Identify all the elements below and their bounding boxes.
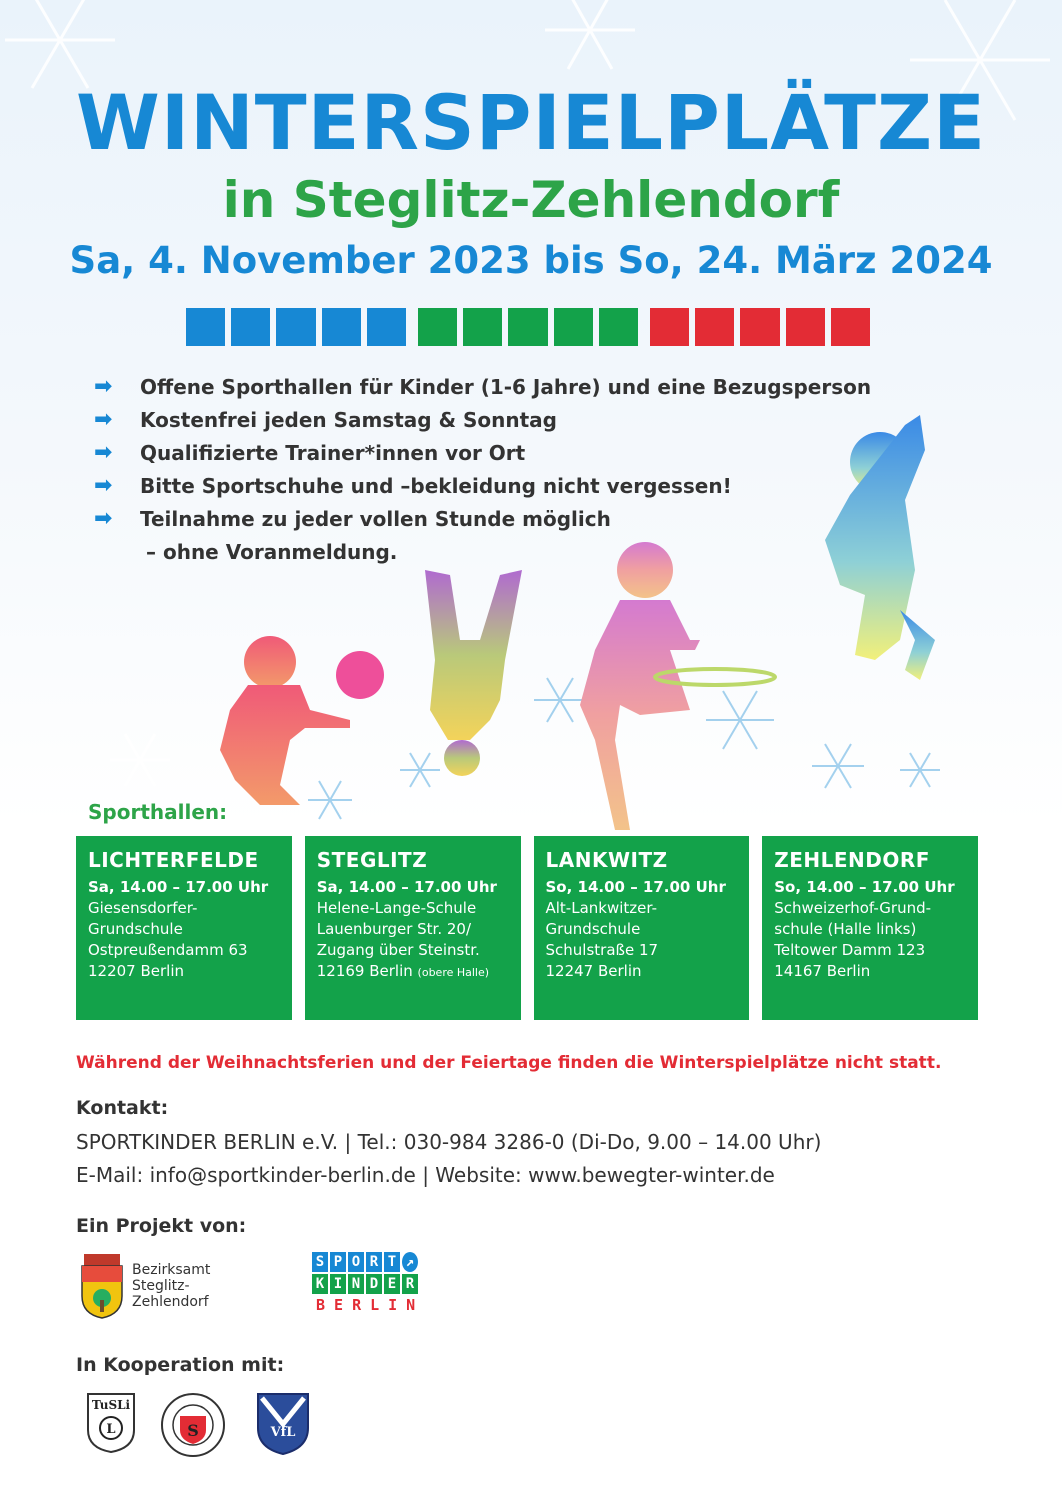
- list-item-continuation: – ohne Voranmeldung.: [146, 540, 398, 564]
- color-block: [554, 308, 593, 346]
- color-block: [599, 308, 638, 346]
- arrow-right-icon: ➡: [94, 440, 113, 465]
- sportkinder-row: [312, 1274, 452, 1294]
- svg-text:VfL: VfL: [270, 1425, 296, 1440]
- page-subtitle: in Steglitz-Zehlendorf: [222, 171, 840, 229]
- logo-letter: T: [384, 1252, 400, 1272]
- logo-letter: K: [312, 1274, 328, 1294]
- color-block: [367, 308, 406, 346]
- arrow-right-icon: ➡: [94, 407, 113, 432]
- tusli-logo: [84, 1390, 138, 1454]
- venue-address-line: Giesensdorfer-: [88, 899, 198, 917]
- venue-card-lankwitz: [534, 836, 750, 1020]
- holiday-warning: Während der Weihnachtsferien und der Feiertage finden die Winterspielplätze nicht statt.: [76, 1053, 942, 1073]
- svg-text:L: L: [106, 1422, 116, 1437]
- logo-letter: N: [406, 1296, 416, 1314]
- color-block-bar: [186, 308, 876, 346]
- color-block: [463, 308, 502, 346]
- projekt-label: Ein Projekt von:: [76, 1215, 247, 1237]
- kontakt-email-line: E-Mail: info@sportkinder-berlin.de | Website: www.bewegter-winter.de: [76, 1163, 775, 1187]
- venue-address-line: 12207 Berlin: [88, 962, 185, 980]
- logo-letter: D: [366, 1274, 382, 1294]
- color-block: [322, 308, 361, 346]
- bezirksamt-crest-icon: [80, 1252, 124, 1320]
- kontakt-phone-line: SPORTKINDER BERLIN e.V. | Tel.: 030-984 3286-0 (Di-Do, 9.00 – 14.00 Uhr): [76, 1130, 822, 1154]
- logo-letter: R: [366, 1252, 382, 1272]
- vfl-zehlendorf-logo: [254, 1390, 312, 1456]
- logo-letter: E: [384, 1274, 400, 1294]
- bezirksamt-line: Zehlendorf: [132, 1294, 209, 1310]
- logo-letter: R: [402, 1274, 418, 1294]
- venue-address-line: schule (Halle links): [774, 920, 917, 938]
- venue-address-line: 14167 Berlin: [774, 962, 871, 980]
- venue-time: So, 14.00 – 17.00 Uhr: [774, 878, 955, 896]
- sportkinder-logo: [312, 1252, 452, 1314]
- venue-card-lichterfelde: [76, 836, 292, 1020]
- logo-letter: B: [316, 1296, 326, 1314]
- logo-letter: I: [388, 1296, 398, 1314]
- color-block: [831, 308, 870, 346]
- svg-text:TuSLi: TuSLi: [91, 1398, 131, 1412]
- venue-time: Sa, 14.00 – 17.00 Uhr: [316, 878, 497, 896]
- color-block: [786, 308, 825, 346]
- venue-card-steglitz: [305, 836, 521, 1020]
- venue-address-line: Ostpreußendamm 63: [88, 941, 248, 959]
- kooperation-label: In Kooperation mit:: [76, 1354, 285, 1376]
- logo-letter: S: [312, 1252, 328, 1272]
- venue-address-line: Grundschule: [545, 920, 641, 938]
- list-item-text: Offene Sporthallen für Kinder (1-6 Jahre) und eine Bezugsperson: [140, 375, 872, 399]
- logo-letter: O: [348, 1252, 364, 1272]
- logo-letter: I: [330, 1274, 346, 1294]
- color-block: [740, 308, 779, 346]
- arrow-right-icon: ➡: [94, 374, 113, 399]
- list-item-text: Qualifizierte Trainer*innen vor Ort: [140, 441, 526, 465]
- venue-name: STEGLITZ: [316, 848, 428, 872]
- list-item-text: Bitte Sportschuhe und –bekleidung nicht vergessen!: [140, 474, 732, 498]
- logo-letter: P: [330, 1252, 346, 1272]
- arrow-right-icon: ➡: [94, 473, 113, 498]
- venue-address-line: Lauenburger Str. 20/: [316, 920, 472, 938]
- venue-time: So, 14.00 – 17.00 Uhr: [545, 878, 726, 896]
- venue-name: LANKWITZ: [545, 848, 668, 872]
- venue-address-line: Alt-Lankwitzer-: [545, 899, 658, 917]
- ssc-suedwest-logo: [160, 1392, 226, 1458]
- venue-address-line: Schulstraße 17: [545, 941, 659, 959]
- venue-address-line: Helene-Lange-Schule: [316, 899, 477, 917]
- sportkinder-row: [312, 1252, 452, 1272]
- bezirksamt-line: Steglitz-: [132, 1278, 190, 1294]
- venue-card-zehlendorf: [762, 836, 978, 1020]
- logo-letter: R: [352, 1296, 362, 1314]
- kontakt-label: Kontakt:: [76, 1097, 169, 1119]
- venue-name: LICHTERFELDE: [88, 848, 259, 872]
- sportkinder-berlin: [312, 1296, 452, 1314]
- venue-address-line: Zugang über Steinstr.: [316, 941, 480, 959]
- color-block: [508, 308, 547, 346]
- venue-city: 12169 Berlin: [316, 962, 413, 980]
- date-range: Sa, 4. November 2023 bis So, 24. März 2024: [69, 239, 993, 282]
- venue-address-line: Teltower Damm 123: [774, 941, 926, 959]
- venue-list: [76, 836, 978, 1020]
- list-item-text: Kostenfrei jeden Samstag & Sonntag: [140, 408, 557, 432]
- color-block: [276, 308, 315, 346]
- list-item: [94, 372, 934, 405]
- venue-name: ZEHLENDORF: [774, 848, 930, 872]
- arrow-up-right-icon: ↗: [402, 1252, 418, 1272]
- color-block: [231, 308, 270, 346]
- sporthallen-label: Sporthallen:: [88, 800, 228, 824]
- venue-address-line: Grundschule: [88, 920, 183, 938]
- venue-address-line: 12247 Berlin: [545, 962, 642, 980]
- color-block: [695, 308, 734, 346]
- color-block: [650, 308, 689, 346]
- color-block: [186, 308, 225, 346]
- logo-letter: N: [348, 1274, 364, 1294]
- venue-time: Sa, 14.00 – 17.00 Uhr: [88, 878, 269, 896]
- bezirksamt-line: Bezirksamt: [132, 1262, 211, 1278]
- list-item-text: Teilnahme zu jeder vollen Stunde möglich: [140, 507, 611, 531]
- venue-note: (obere Halle): [417, 966, 490, 979]
- page-title: WINTERSPIELPLÄTZE: [76, 78, 986, 167]
- arrow-right-icon: ➡: [94, 506, 113, 531]
- venue-address-line: Schweizerhof-Grund-: [774, 899, 932, 917]
- children-illustration: [200, 410, 1000, 840]
- bezirksamt-text: [132, 1262, 210, 1310]
- venue-address-line: [317, 961, 509, 983]
- color-block: [418, 308, 457, 346]
- logo-letter: E: [334, 1296, 344, 1314]
- svg-text:S: S: [187, 1421, 199, 1440]
- logo-letter: L: [370, 1296, 380, 1314]
